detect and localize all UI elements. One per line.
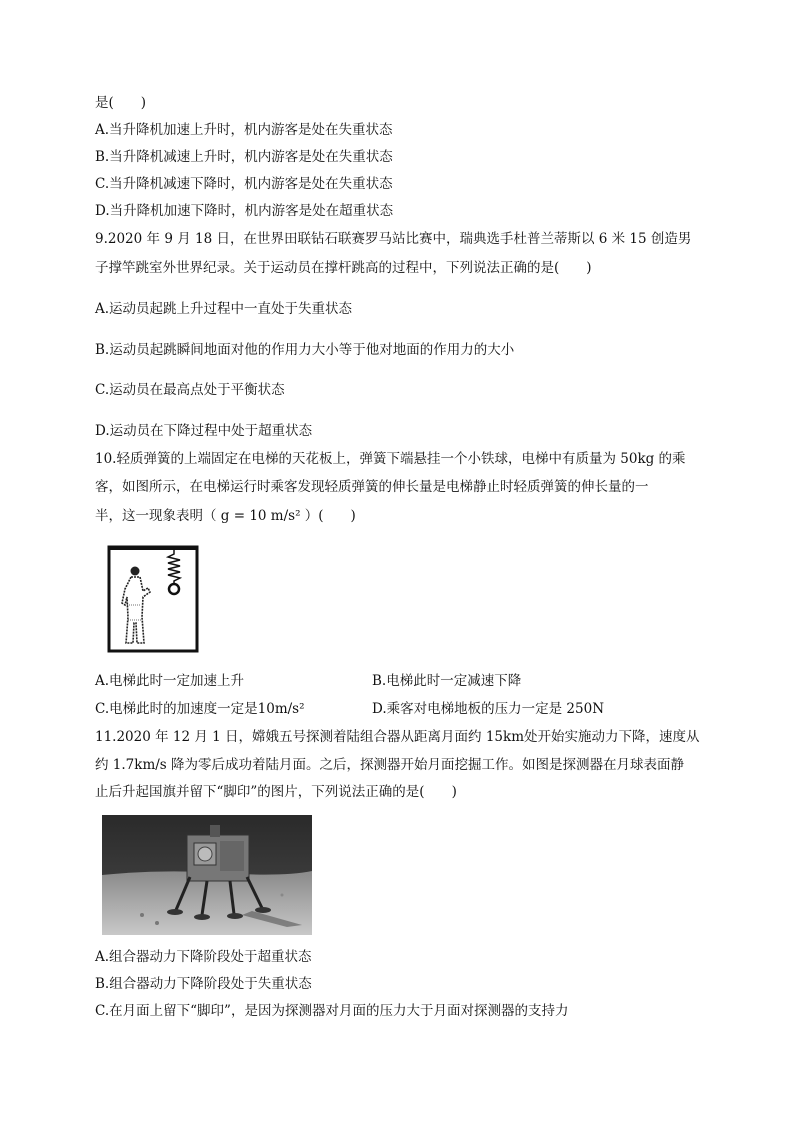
q10-option-a: A.电梯此时一定加速上升 — [95, 673, 245, 689]
q8-option-b: B.当升降机减速上升时，机内游客是处在失重状态 — [95, 149, 393, 165]
q11-option-a: A.组合器动力下降阶段处于超重状态 — [95, 949, 312, 965]
q11-stem-line3: 止后升起国旗并留下“脚印”的图片，下列说法正确的是( ) — [95, 784, 457, 800]
q9-option-d: D.运动员在下降过程中处于超重状态 — [95, 423, 313, 439]
lunar-lander-image — [102, 815, 312, 935]
q10-option-d: D.乘客对电梯地板的压力一定是 250N — [372, 701, 605, 717]
q10-stem-line3: 半，这一现象表明（ g = 10 m/s² ）( ) — [95, 508, 356, 524]
q9-stem-line1: 9.2020 年 9 月 18 日，在世界田联钻石联赛罗马站比赛中，瑞典选手杜普兰蒂斯以 6 米 15 创造男 — [95, 231, 692, 247]
q11-option-b: B.组合器动力下降阶段处于失重状态 — [95, 976, 312, 992]
q10-stem-line2: 客，如图所示，在电梯运行时乘客发现轻质弹簧的伸长量是电梯静止时轻质弹簧的伸长量的一 — [95, 479, 649, 495]
q10-option-c: C.电梯此时的加速度一定是10m/s² — [95, 701, 305, 717]
lunar-lander-photo — [102, 815, 312, 935]
q11-stem-line2: 约 1.7km/s 降为零后成功着陆月面。之后，探测器开始月面挖掘工作。如图是探测器在月球表面静 — [95, 757, 685, 773]
q8-option-d: D.当升降机加速下降时，机内游客是处在超重状态 — [95, 203, 394, 219]
q9-option-c: C.运动员在最高点处于平衡状态 — [95, 382, 285, 398]
q9-option-b: B.运动员起跳瞬间地面对他的作用力大小等于他对地面的作用力的大小 — [95, 342, 515, 358]
q9-option-a: A.运动员起跳上升过程中一直处于失重状态 — [95, 301, 353, 317]
q8-option-a: A.当升降机加速上升时，机内游客是处在失重状态 — [95, 122, 393, 138]
q10-option-b: B.电梯此时一定减速下降 — [372, 673, 522, 689]
elevator-illustration — [107, 545, 199, 653]
q8-stem-tail: 是( ) — [95, 95, 147, 111]
q8-option-c: C.当升降机减速下降时，机内游客是处在失重状态 — [95, 176, 393, 192]
q9-stem-line2: 子撑竿跳室外世界纪录。关于运动员在撑杆跳高的过程中，下列说法正确的是( ) — [95, 260, 592, 276]
q11-stem-line1: 11.2020 年 12 月 1 日，嫦娥五号探测着陆组合器从距离月面约 15km处开始实施动力下降，速度从 — [95, 729, 700, 745]
q10-stem-line1: 10.轻质弹簧的上端固定在电梯的天花板上，弹簧下端悬挂一个小铁球，电梯中有质量为 50kg 的乘 — [95, 451, 686, 467]
q11-option-c: C.在月面上留下“脚印”，是因为探测器对月面的压力大于月面对探测器的支持力 — [95, 1003, 569, 1019]
elevator-figure — [107, 545, 199, 653]
